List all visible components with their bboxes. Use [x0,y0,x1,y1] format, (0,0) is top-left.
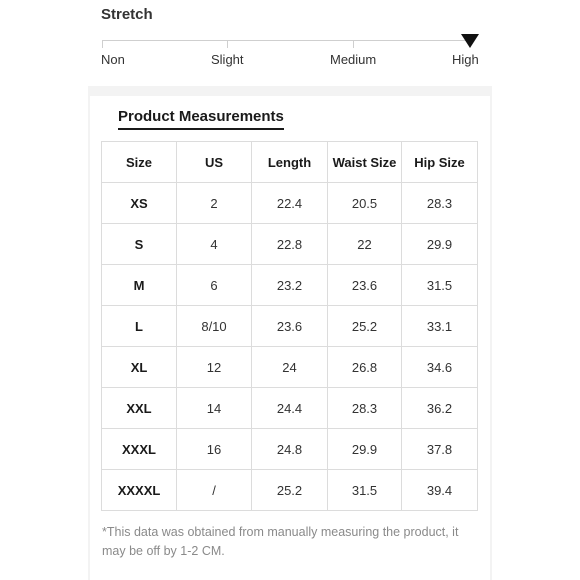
stretch-label-non: Non [101,52,125,67]
cell-hip: 31.5 [402,265,478,306]
stretch-tick-medium [353,40,354,48]
cell-hip: 29.9 [402,224,478,265]
cell-hip: 33.1 [402,306,478,347]
stretch-tick-non [102,40,103,48]
table-row [102,306,478,347]
cell-hip: 37.8 [402,429,478,470]
column-header-size: Size [102,142,177,183]
cell-hip: 39.4 [402,470,478,511]
stretch-label-high: High [452,52,479,67]
cell-waist: 22 [328,224,402,265]
table-row [102,429,478,470]
cell-length: 22.8 [252,224,328,265]
table-row [102,224,478,265]
cell-length: 22.4 [252,183,328,224]
cell-us: 4 [177,224,252,265]
column-header-hip: Hip Size [402,142,478,183]
stretch-label-medium: Medium [330,52,377,67]
column-header-us: US [177,142,252,183]
cell-size: L [102,306,177,347]
cell-length: 24.8 [252,429,328,470]
cell-us: 2 [177,183,252,224]
cell-size: XXXXL [102,470,177,511]
cell-size: S [102,224,177,265]
stretch-title: Stretch [101,6,153,23]
cell-waist: 20.5 [328,183,402,224]
cell-waist: 23.6 [328,265,402,306]
cell-size: XL [102,347,177,388]
stretch-label-slight: Slight [211,52,244,67]
cell-waist: 28.3 [328,388,402,429]
table-header-row [102,142,478,183]
cell-us: 14 [177,388,252,429]
stretch-track [102,40,472,41]
cell-us: 8/10 [177,306,252,347]
measurement-footnote: *This data was obtained from manually measuring the product, it may be off by 1-2 CM. [102,525,459,558]
table-row [102,183,478,224]
table-row [102,470,478,511]
stretch-scale [100,6,480,86]
cell-waist: 25.2 [328,306,402,347]
cell-waist: 31.5 [328,470,402,511]
cell-us: 12 [177,347,252,388]
cell-us: / [177,470,252,511]
cell-hip: 36.2 [402,388,478,429]
table-row [102,388,478,429]
cell-hip: 28.3 [402,183,478,224]
stretch-tick-slight [227,40,228,48]
cell-length: 23.2 [252,265,328,306]
cell-size: XXL [102,388,177,429]
card-right-edge [490,96,492,580]
cell-us: 6 [177,265,252,306]
measurements-table [101,141,478,511]
cell-length: 23.6 [252,306,328,347]
cell-waist: 29.9 [328,429,402,470]
cell-size: M [102,265,177,306]
cell-size: XS [102,183,177,224]
cell-hip: 34.6 [402,347,478,388]
cell-size: XXXL [102,429,177,470]
cell-length: 24 [252,347,328,388]
table-row [102,347,478,388]
measurements-title: Product Measurements [118,108,284,130]
stretch-indicator-icon [461,34,479,48]
cell-length: 24.4 [252,388,328,429]
cell-length: 25.2 [252,470,328,511]
section-divider [88,86,492,96]
cell-us: 16 [177,429,252,470]
column-header-length: Length [252,142,328,183]
column-header-waist: Waist Size [328,142,402,183]
table-row [102,265,478,306]
cell-waist: 26.8 [328,347,402,388]
